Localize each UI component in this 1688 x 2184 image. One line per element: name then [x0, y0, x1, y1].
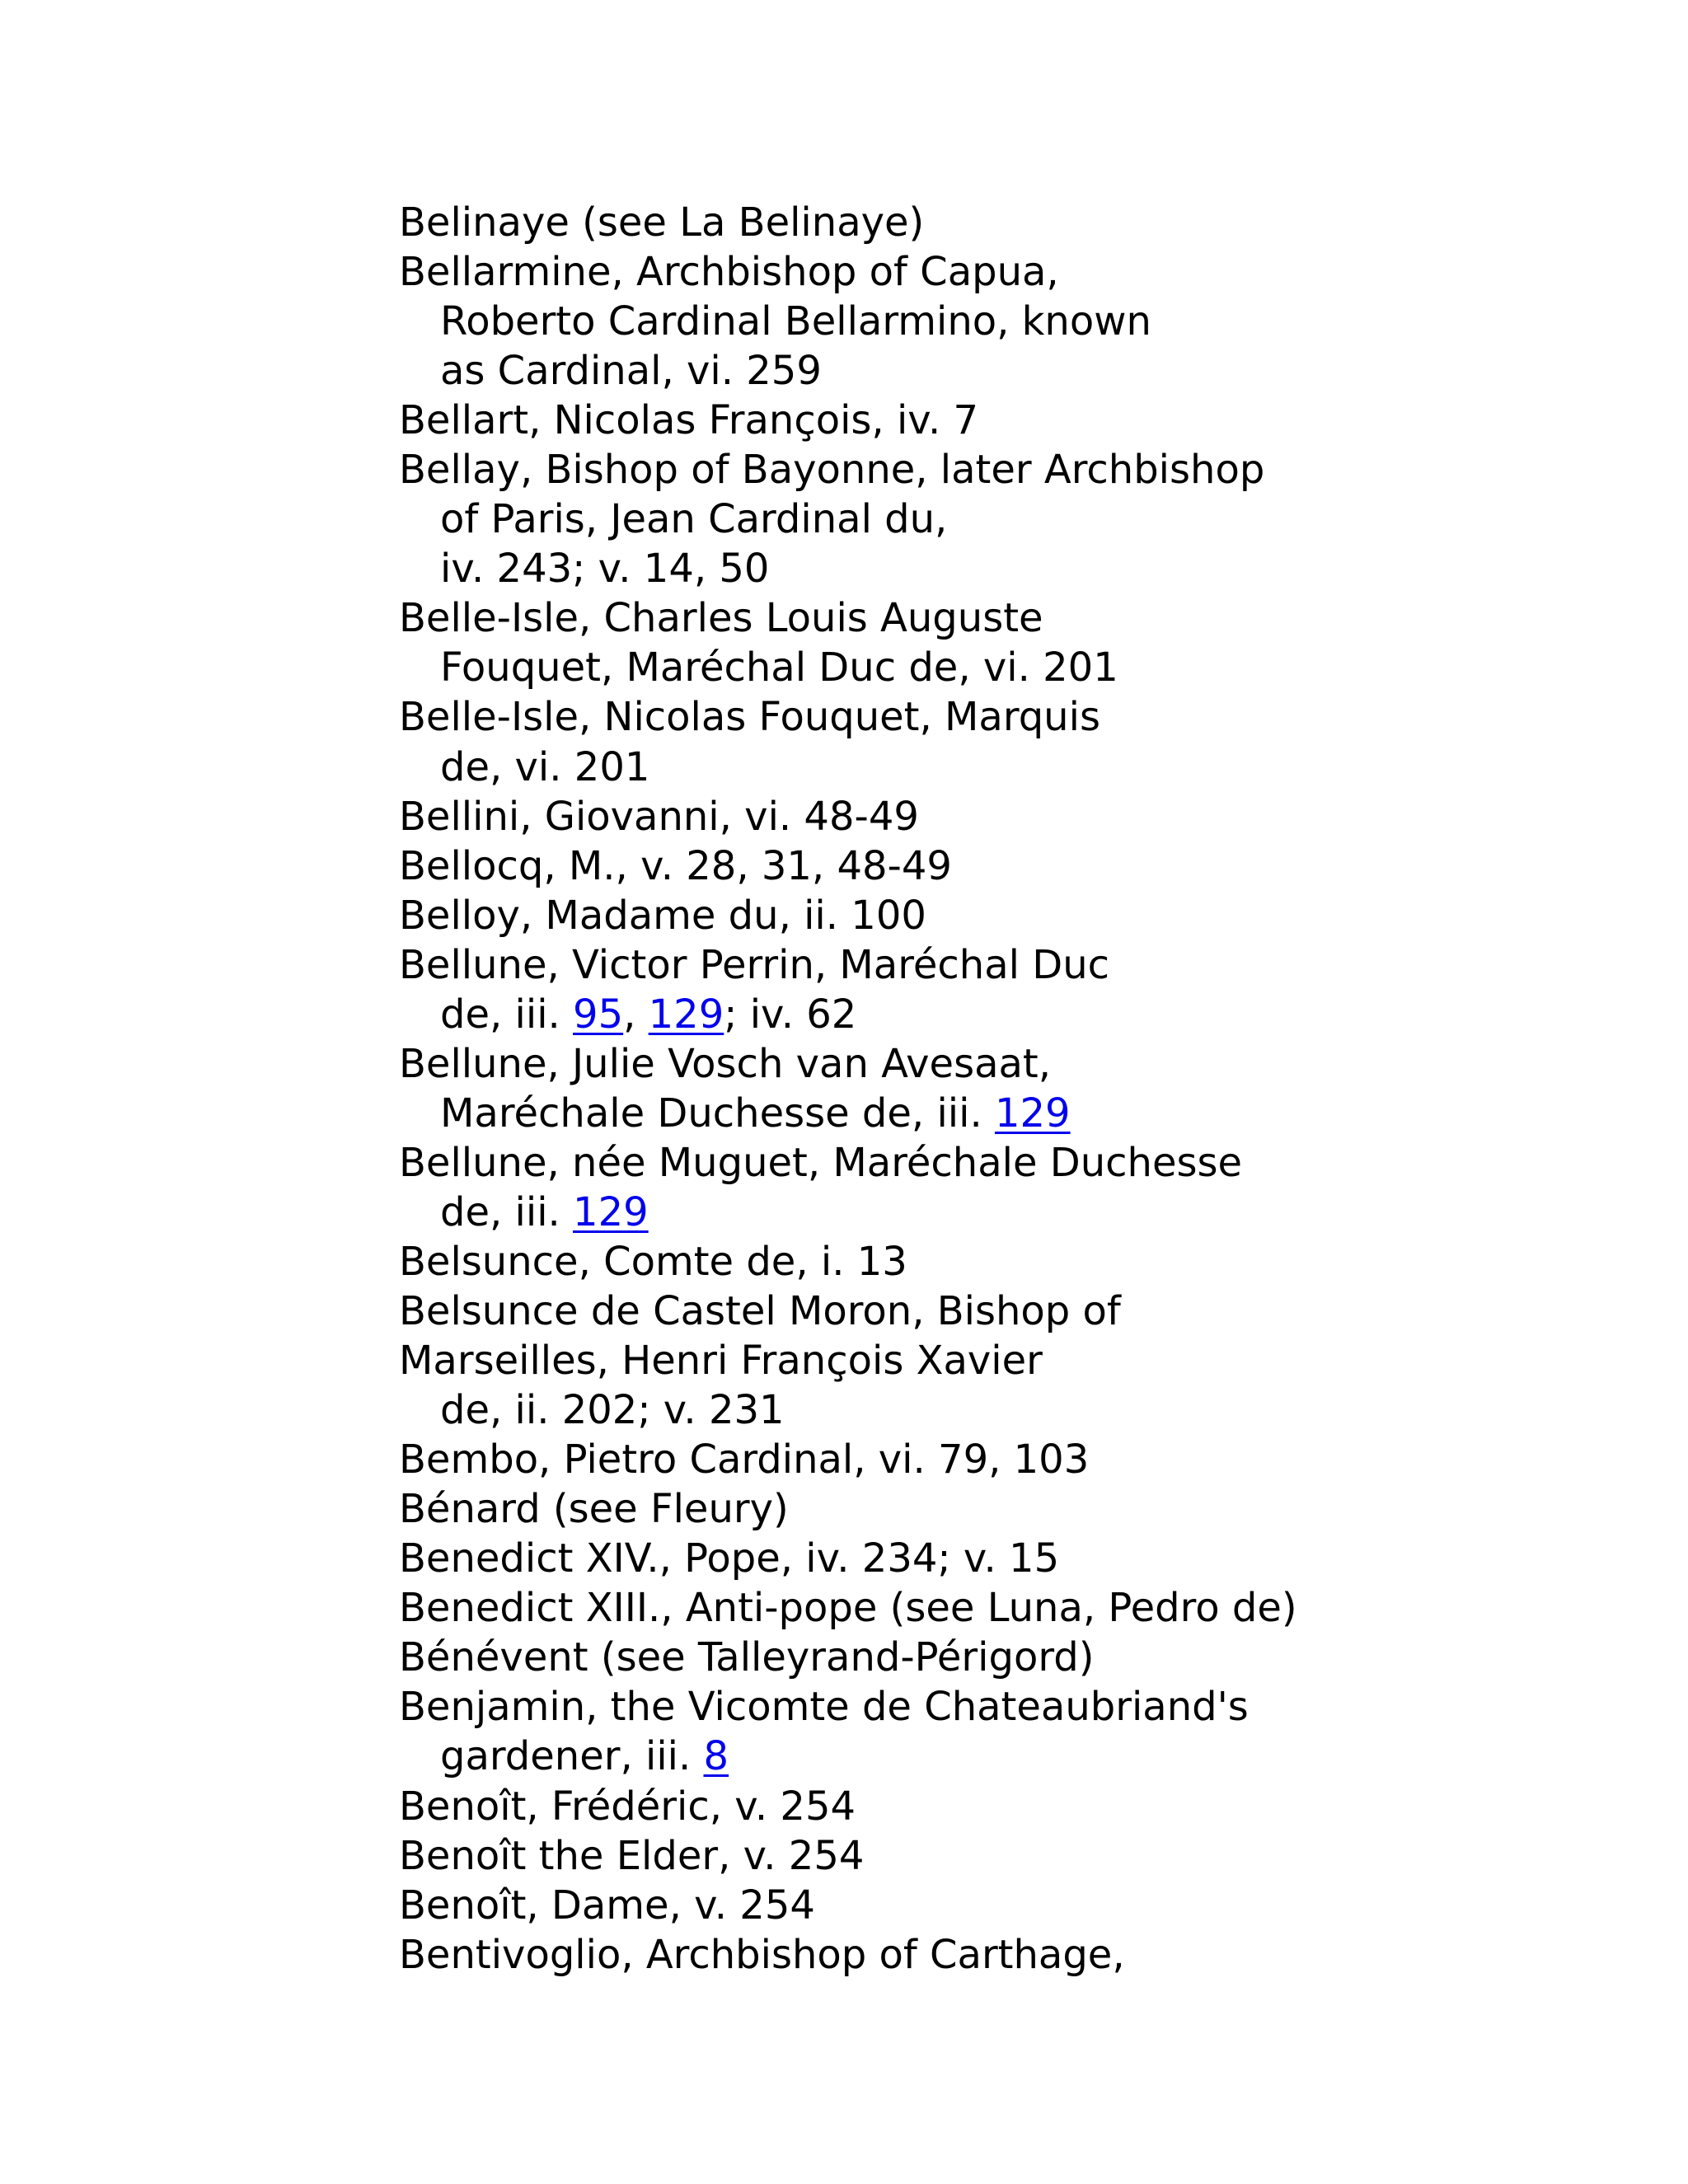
- index-entry-line: [399, 1831, 1685, 1881]
- index-text: Fouquet, Maréchal Duc de, vi. 201: [440, 644, 1118, 691]
- index-text: Belsunce de Castel Moron, Bishop of: [399, 1288, 1121, 1335]
- index-text: de, iii.: [440, 991, 574, 1038]
- index-text: ; iv. 62: [724, 991, 857, 1038]
- index-continuation-line: [399, 346, 1685, 396]
- index-entry-line: [399, 1881, 1685, 1930]
- page-reference-link[interactable]: 129: [573, 1188, 649, 1235]
- index-text: Bellune, née Muguet, Maréchale Duchesse: [399, 1139, 1243, 1186]
- index-text: Belle-Isle, Nicolas Fouquet, Marquis: [399, 694, 1100, 741]
- index-text: Belsunce, Comte de, i. 13: [399, 1238, 907, 1285]
- index-text: ,: [623, 991, 649, 1038]
- index-entry-line: [399, 1435, 1685, 1484]
- index-entry-line: [399, 1633, 1685, 1682]
- index-text: Bellay, Bishop of Bayonne, later Archbishop: [399, 447, 1265, 494]
- index-text: Benoît, Frédéric, v. 254: [399, 1783, 856, 1830]
- page-reference-link[interactable]: 129: [648, 991, 724, 1038]
- index-text: Bellocq, M., v. 28, 31, 48-49: [399, 842, 952, 889]
- page-reference-link[interactable]: 8: [703, 1733, 729, 1780]
- index-text: gardener, iii.: [440, 1733, 704, 1780]
- index-entry-line: [399, 1039, 1685, 1089]
- index-entry-line: [399, 247, 1685, 297]
- index-entry-line: [399, 841, 1685, 891]
- index-continuation-line: [399, 544, 1685, 593]
- index-entry-line: [399, 1336, 1685, 1385]
- index-entry-line: [399, 445, 1685, 494]
- index-continuation-line: [399, 1089, 1685, 1138]
- page-reference-link[interactable]: 95: [573, 991, 624, 1038]
- index-text: as Cardinal, vi. 259: [440, 348, 822, 395]
- index-text: Bénard (see Fleury): [399, 1486, 789, 1533]
- index-entry-line: [399, 1237, 1685, 1286]
- index-text: Benedict XIII., Anti-pope (see Luna, Pedro de): [399, 1585, 1297, 1632]
- index-entry-line: [399, 891, 1685, 940]
- index-entry-line: [399, 1583, 1685, 1633]
- index-entry-line: [399, 593, 1685, 643]
- index-text: Marseilles, Henri François Xavier: [399, 1338, 1043, 1385]
- index-text: de, iii.: [440, 1188, 574, 1235]
- index-text: Bellune, Julie Vosch van Avesaat,: [399, 1040, 1051, 1087]
- index-continuation-line: [399, 494, 1685, 544]
- index-list: [399, 198, 1685, 1980]
- index-text: Benoît, Dame, v. 254: [399, 1882, 815, 1929]
- index-continuation-line: [399, 643, 1685, 692]
- index-entry-line: [399, 1682, 1685, 1732]
- index-text: de, vi. 201: [440, 743, 650, 790]
- index-entry-line: [399, 396, 1685, 445]
- index-entry-line: [399, 1930, 1685, 1980]
- index-entry-line: [399, 792, 1685, 841]
- index-entry-line: [399, 1782, 1685, 1831]
- index-continuation-line: [399, 297, 1685, 346]
- index-entry-line: [399, 1138, 1685, 1188]
- index-text: Bénévent (see Talleyrand-Périgord): [399, 1634, 1095, 1681]
- index-text: Belloy, Madame du, ii. 100: [399, 892, 926, 939]
- index-continuation-line: [399, 990, 1685, 1039]
- index-text: de, ii. 202; v. 231: [440, 1387, 785, 1434]
- index-entry-line: [399, 1534, 1685, 1583]
- index-entry-line: [399, 1286, 1685, 1336]
- index-text: Benedict XIV., Pope, iv. 234; v. 15: [399, 1535, 1060, 1582]
- index-continuation-line: [399, 1732, 1685, 1781]
- index-text: Benjamin, the Vicomte de Chateaubriand's: [399, 1684, 1249, 1731]
- index-text: of Paris, Jean Cardinal du,: [440, 496, 948, 543]
- index-continuation-line: [399, 743, 1685, 792]
- index-text: Bembo, Pietro Cardinal, vi. 79, 103: [399, 1436, 1090, 1483]
- index-text: Belinaye (see La Belinaye): [399, 199, 925, 246]
- index-text: Bentivoglio, Archbishop of Carthage,: [399, 1931, 1125, 1978]
- index-text: Bellarmine, Archbishop of Capua,: [399, 249, 1059, 296]
- index-text: Roberto Cardinal Bellarmino, known: [440, 298, 1151, 345]
- page-reference-link[interactable]: 129: [994, 1090, 1071, 1137]
- index-text: Benoît the Elder, v. 254: [399, 1832, 865, 1879]
- index-text: Bellune, Victor Perrin, Maréchal Duc: [399, 941, 1110, 988]
- index-text: Maréchale Duchesse de, iii.: [440, 1090, 995, 1137]
- index-entry-line: [399, 198, 1685, 247]
- index-text: Bellini, Giovanni, vi. 48-49: [399, 793, 919, 840]
- index-continuation-line: [399, 1188, 1685, 1237]
- index-entry-line: [399, 1484, 1685, 1534]
- index-text: Bellart, Nicolas François, iv. 7: [399, 397, 979, 444]
- index-entry-line: [399, 692, 1685, 742]
- index-entry-line: [399, 940, 1685, 990]
- index-text: iv. 243; v. 14, 50: [440, 546, 770, 593]
- index-text: Belle-Isle, Charles Louis Auguste: [399, 595, 1043, 642]
- index-continuation-line: [399, 1385, 1685, 1435]
